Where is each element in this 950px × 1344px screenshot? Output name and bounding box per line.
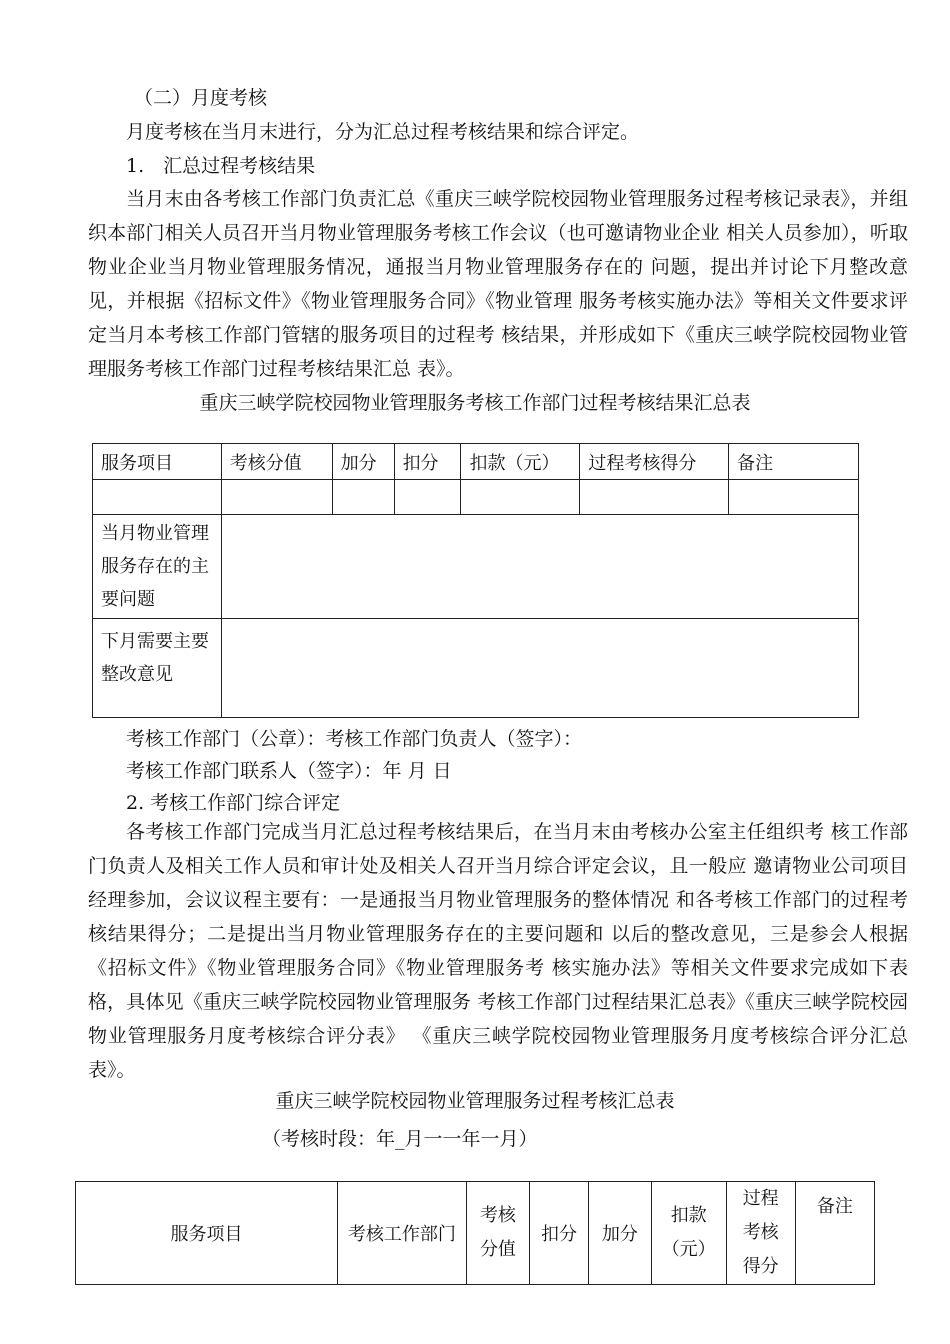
header-cell: 考核分值 bbox=[221, 444, 332, 480]
process-summary-table bbox=[92, 443, 859, 718]
header-cell: 扣分 bbox=[394, 444, 461, 480]
table-cell bbox=[729, 480, 859, 515]
header-cell: 加分 bbox=[332, 444, 394, 480]
table-cell bbox=[221, 480, 332, 515]
step2-title: 2. 考核工作部门综合评定 bbox=[126, 792, 341, 814]
header-cell: 过程考核得分 bbox=[580, 444, 729, 480]
process-assessment-summary-table bbox=[75, 1181, 875, 1285]
table-cell bbox=[394, 480, 461, 515]
header-cell: 加分 bbox=[588, 1182, 651, 1285]
issues-content bbox=[221, 515, 858, 619]
header-cell: 服务项目 bbox=[76, 1182, 338, 1285]
table-cell bbox=[332, 480, 394, 515]
table1-title: 重庆三峡学院校园物业管理服务考核工作部门过程考核结果汇总表 bbox=[199, 392, 751, 414]
header-cell: 扣分 bbox=[530, 1182, 589, 1285]
header-cell: 备注 bbox=[729, 444, 859, 480]
table-cell bbox=[580, 480, 729, 515]
step1-paragraph: 当月末由各考核工作部门负责汇总《重庆三峡学院校园物业管理服务过程考核记录表》，并组织本部门相关人员召开当月物业管理服务考核工作会议（也可邀请物业企业 相关人员参加），听取物业企业当月物业管理服务情况，通报当月物业管理服务存在的 问题，提出并讨论下月整改意见，并根据《招标文件》《物业管理服务合同》《物业管理 服务考核实施办法》等相关文件要求评定当月本考核工作部门管辖的服务项目的过程考 核结果，并形成如下《重庆三峡学院校园物业管理服务考核工作部门过程考核结果汇总 表》。 bbox=[88, 188, 908, 380]
header-cell: 考核分值 bbox=[466, 1182, 529, 1285]
section-title: （二）月度考核 bbox=[134, 87, 268, 109]
rectify-content bbox=[221, 619, 858, 718]
table-cell bbox=[461, 480, 580, 515]
step1-title: 1. 汇总过程考核结果 bbox=[126, 155, 316, 177]
header-cell: 备注 bbox=[795, 1182, 874, 1285]
table-header-row bbox=[93, 444, 859, 480]
table2-period: （考核时段：年_月一一年一月） bbox=[262, 1128, 538, 1150]
table-row bbox=[93, 619, 859, 718]
header-cell: 过程考核得分 bbox=[726, 1182, 795, 1285]
table2-title: 重庆三峡学院校园物业管理服务过程考核汇总表 bbox=[275, 1090, 675, 1112]
sign-line-1: 考核工作部门（公章）：考核工作部门负责人（签字）： bbox=[126, 728, 583, 750]
table-cell bbox=[93, 480, 222, 515]
header-cell: 扣款（元） bbox=[461, 444, 580, 480]
header-cell: 扣款（元） bbox=[651, 1182, 726, 1285]
table-header-row bbox=[76, 1182, 875, 1285]
step2-paragraph: 各考核工作部门完成当月汇总过程考核结果后，在当月末由考核办公室主任组织考 核工作部门负责人及相关工作人员和审计处及相关人召开当月综合评定会议，且一般应 邀请物业公司项目经理参加，会议议程主要有：一是通报当月物业管理服务的整体情况 和各考核工作部门的过程考核结果得分；二是提出当月物业管理服务存在的主要问题和 以后的整改意见，三是参会人根据《招标文件》《物业管理服务合同》《物业管理服务考 核实施办法》等相关文件要求完成如下表格，具体见《重庆三峡学院校园物业管理服务 考核工作部门过程结果汇总表》《重庆三峡学院校园物业管理服务月度考核综合评分表》 《重庆三峡学院校园物业管理服务月度考核综合评分汇总表》。 bbox=[88, 821, 908, 1081]
sign-line-2: 考核工作部门联系人（签字）：年 月 日 bbox=[126, 760, 452, 782]
table-row bbox=[93, 515, 859, 619]
intro-text: 月度考核在当月末进行，分为汇总过程考核结果和综合评定。 bbox=[126, 121, 640, 143]
header-cell: 考核工作部门 bbox=[337, 1182, 466, 1285]
header-cell: 服务项目 bbox=[93, 444, 222, 480]
table-row bbox=[93, 480, 859, 515]
rectify-label: 下月需要主要整改意见 bbox=[93, 619, 222, 718]
issues-label: 当月物业管理服务存在的主要问题 bbox=[93, 515, 222, 619]
